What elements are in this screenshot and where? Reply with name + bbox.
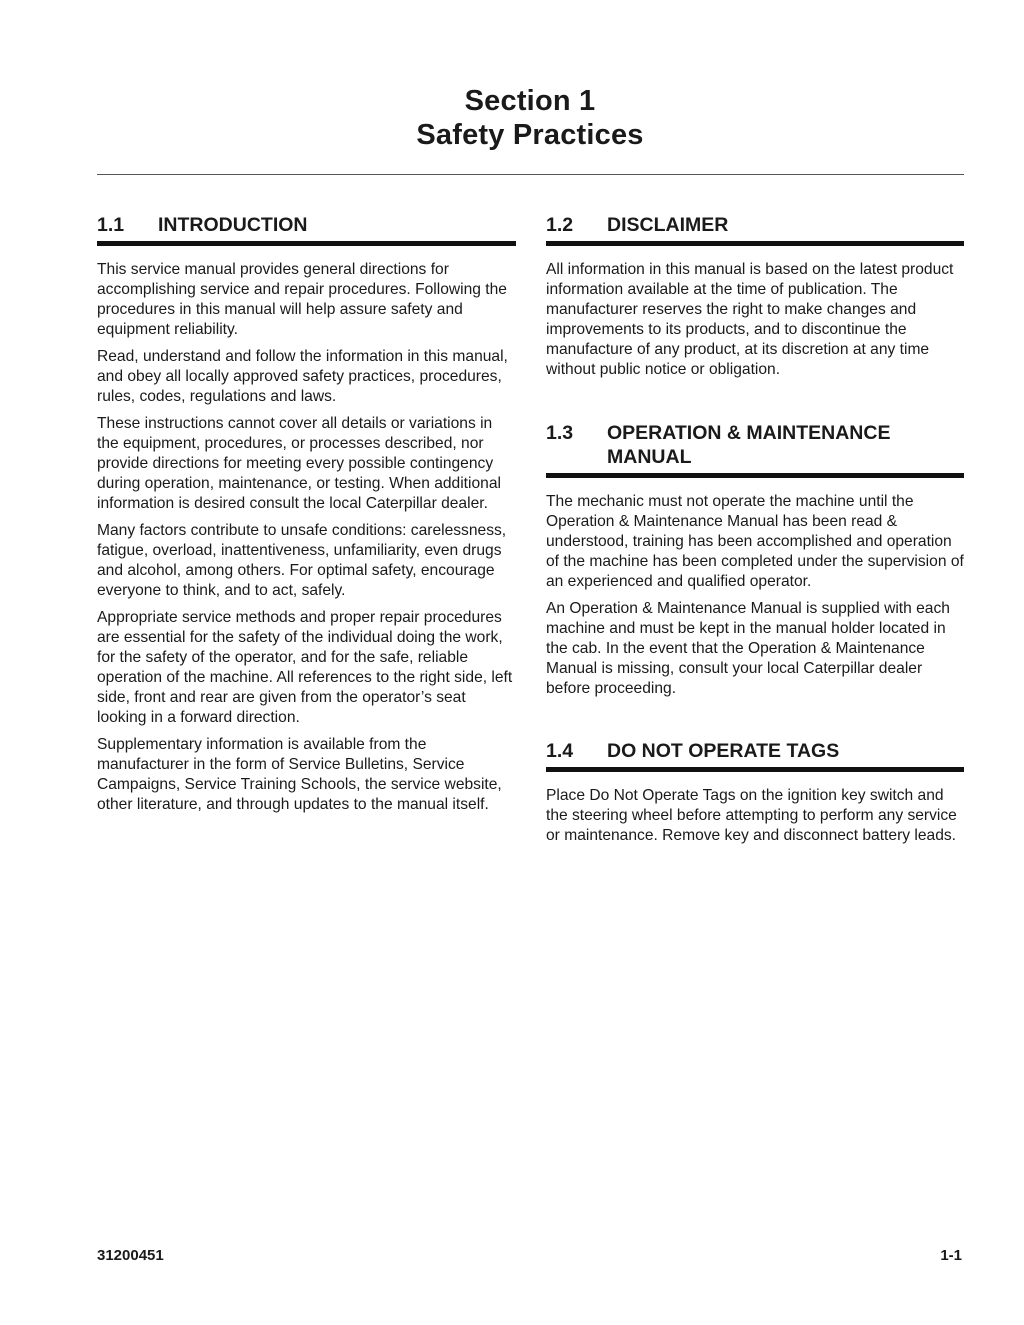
section-heading-title: DO NOT OPERATE TAGS: [607, 740, 840, 762]
section-number: 1.3: [546, 421, 574, 444]
section-operation-maintenance-manual: [546, 421, 964, 699]
paragraph: These instructions cannot cover all details or variations in the equipment, procedures, or processes described, nor provide directions for meeting every possible contingency during operation, maintenance, or testing. When additional information is desired consult the local Caterpillar dealer.: [97, 414, 501, 513]
paragraph: Read, understand and follow the information in this manual, and obey all locally approved safety practices, procedures, rules, codes, regulations and laws.: [97, 347, 508, 406]
paragraph: All information in this manual is based on the latest product information available at the time of publication. The manufacturer reserves the right to make changes and improvements to its products, and to discontinue the manufacture of any product, at its discretion at any time without public notice or obligation.: [546, 261, 954, 379]
paragraph: Place Do Not Operate Tags on the ignition key switch and the steering wheel before attempting to perform any service or maintenance. Remove key and disconnect battery leads.: [546, 787, 957, 845]
section-heading: [97, 213, 516, 246]
paragraph: This service manual provides general directions for accomplishing service and repair procedures. Following the procedures in this manual will help assure safety and equipment reliability.: [97, 261, 507, 339]
section-number: 1.4: [546, 740, 574, 762]
section-label: Section 1: [464, 85, 596, 117]
page-number: 1-1: [940, 1247, 962, 1264]
paragraph: Appropriate service methods and proper repair procedures are essential for the safety of the individual doing the work, for the safety of the operator, and for the safe, reliable operation of the machine. All references to the right side, left side, front and rear are given from the operator’s seat looking in a forward direction.: [97, 608, 513, 726]
section-number: 1.1: [97, 214, 125, 236]
section-heading: [546, 739, 964, 772]
right-column: [546, 213, 964, 853]
section-heading: [546, 421, 964, 478]
section-number: 1.2: [546, 214, 574, 236]
section-heading: [546, 213, 964, 246]
paragraph: Supplementary information is available from the manufacturer in the form of Service Bulletins, Service Campaigns, Service Training Schools, the service website, other literature, and through updates to the manual itself.: [97, 735, 502, 813]
section-introduction: [97, 213, 516, 815]
section-heading-title: OPERATION & MAINTENANCE MANUAL: [607, 421, 891, 468]
section-heading-title: INTRODUCTION: [158, 214, 308, 236]
page-title: [0, 84, 1024, 152]
header-divider: [97, 174, 964, 175]
left-column: [97, 213, 516, 821]
paragraph: An Operation & Maintenance Manual is supplied with each machine and must be kept in the manual holder located in the cab. In the event that the Operation & Maintenance Manual is missing, consult your local Caterpillar dealer before proceeding.: [546, 599, 950, 697]
document-number: 31200451: [97, 1247, 164, 1264]
section-do-not-operate-tags: [546, 739, 964, 846]
section-heading-title: DISCLAIMER: [607, 214, 729, 236]
paragraph: Many factors contribute to unsafe conditions: carelessness, fatigue, overload, inattentiveness, unfamiliarity, even drugs and alcohol, among others. For optimal safety, encourage everyone to think, and to act, safely.: [97, 521, 507, 599]
section-disclaimer: [546, 213, 964, 381]
section-title: Safety Practices: [416, 119, 644, 151]
paragraph: The mechanic must not operate the machine until the Operation & Maintenance Manual has been read & understood, training has been accomplished and operation of the machine has been completed under the supervision of an experienced and qualified operator.: [546, 492, 964, 590]
